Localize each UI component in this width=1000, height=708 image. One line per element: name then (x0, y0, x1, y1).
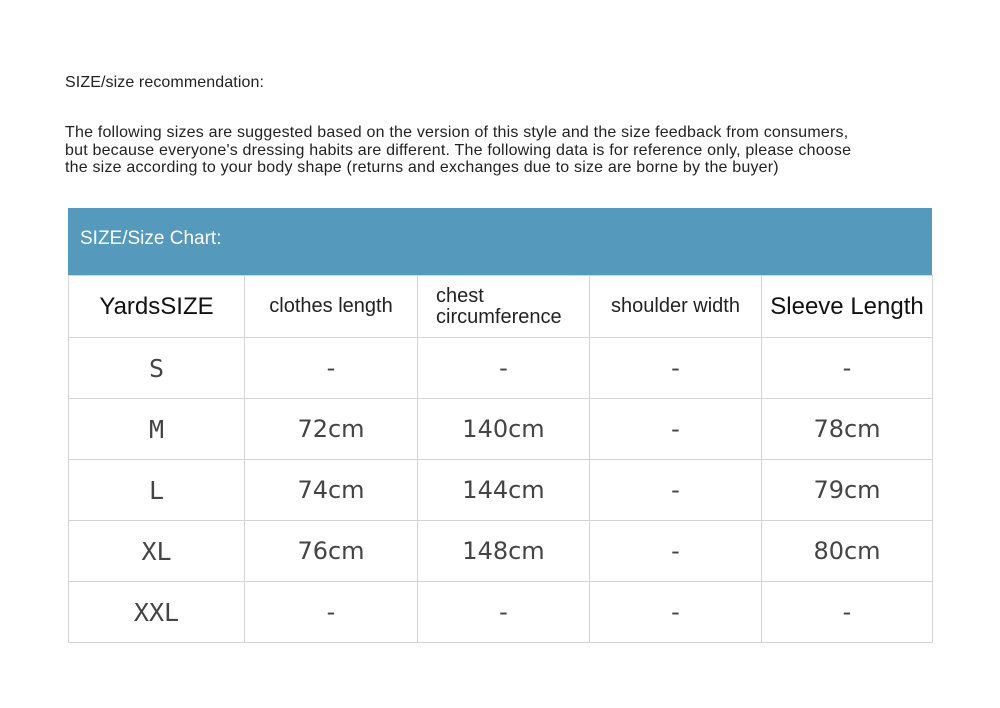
size-cell: L (69, 460, 245, 521)
shoulder-cell: - (590, 521, 762, 582)
clothes-length-cell: 76cm (245, 521, 418, 582)
shoulder-cell: - (590, 460, 762, 521)
table-header-row (69, 276, 933, 338)
shoulder-cell: - (590, 582, 762, 643)
shoulder-cell: - (590, 338, 762, 399)
table-row (69, 399, 933, 460)
size-cell: S (69, 338, 245, 399)
size-chart-title: SIZE/Size Chart: (68, 208, 932, 275)
sleeve-cell: - (762, 338, 933, 399)
table-row (69, 338, 933, 399)
table-row (69, 521, 933, 582)
table-row (69, 460, 933, 521)
size-note (65, 124, 945, 177)
sleeve-cell: 78cm (762, 399, 933, 460)
size-cell: XXL (69, 582, 245, 643)
size-note-line: The following sizes are suggested based on the version of this style and the size feedback from consumers, (65, 124, 849, 141)
column-header-shoulder: shoulder width (590, 276, 762, 338)
size-cell: M (69, 399, 245, 460)
chest-cell: - (418, 338, 590, 399)
page-heading: SIZE/size recommendation: (65, 74, 265, 91)
sleeve-cell: 80cm (762, 521, 933, 582)
column-header-sleeve: Sleeve Length (762, 276, 933, 338)
column-header-size: YardsSIZE (69, 276, 245, 338)
chest-cell: 140cm (418, 399, 590, 460)
chest-cell: 144cm (418, 460, 590, 521)
column-header-chest: chest circumference (418, 276, 590, 338)
sleeve-cell: 79cm (762, 460, 933, 521)
chest-cell: 148cm (418, 521, 590, 582)
shoulder-cell: - (590, 399, 762, 460)
sleeve-cell: - (762, 582, 933, 643)
chest-cell: - (418, 582, 590, 643)
clothes-length-cell: - (245, 338, 418, 399)
size-table (68, 275, 933, 643)
clothes-length-cell: 72cm (245, 399, 418, 460)
size-note-line: but because everyone's dressing habits are different. The following data is for reference only, please choose (65, 141, 852, 159)
size-note-line: the size according to your body shape (returns and exchanges due to size are borne by the buyer) (65, 159, 779, 176)
table-row (69, 582, 933, 643)
column-header-clothes-length: clothes length (245, 276, 418, 338)
size-cell: XL (69, 521, 245, 582)
clothes-length-cell: - (245, 582, 418, 643)
clothes-length-cell: 74cm (245, 460, 418, 521)
